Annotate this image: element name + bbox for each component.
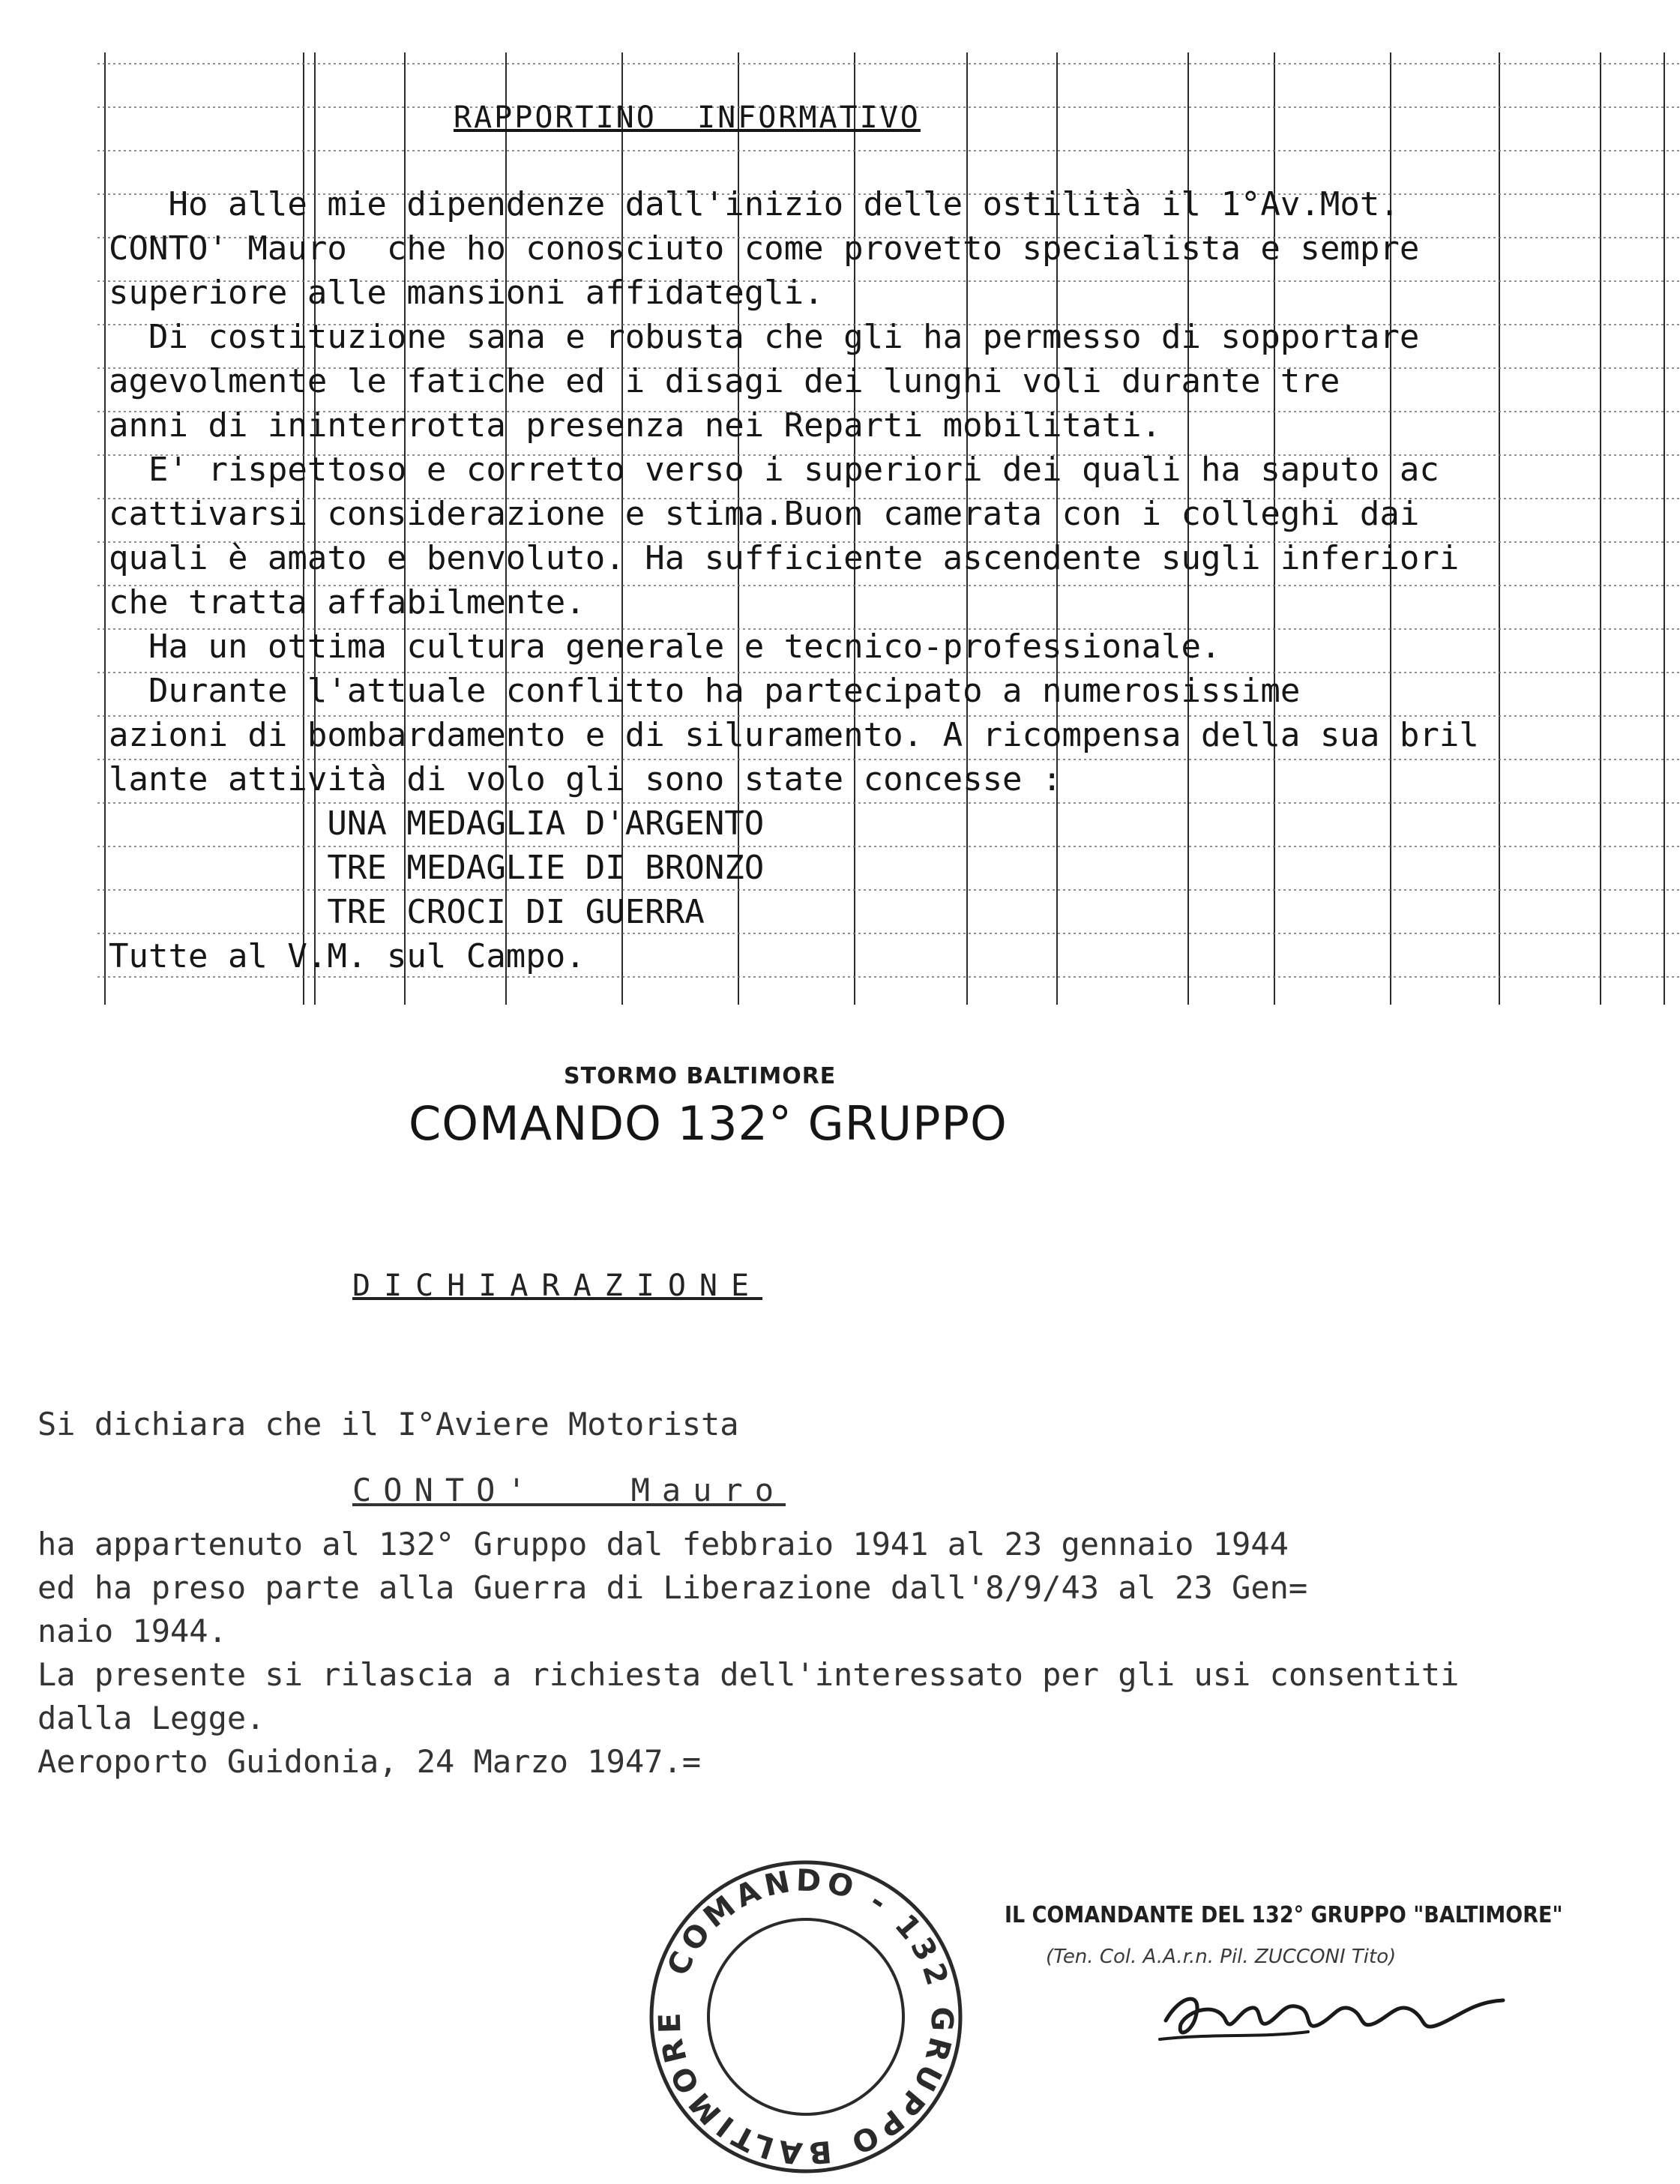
declaration-intro: Si dichiara che il I°Aviere Motorista [37,1406,739,1443]
signature-title: IL COMANDANTE DEL 132° GRUPPO "BALTIMORE" [1005,1902,1563,1928]
report-line: Di costituzione sana e robusta che gli ha permesso di sopportare [109,318,1420,356]
report-line: superiore alle mansioni affidategli. [109,274,824,312]
declaration-body-line: ha appartenuto al 132° Gruppo dal febbraio 1941 al 23 gennaio 1944 [37,1526,1289,1562]
report-line: Ho alle mie dipendenze dall'inizio delle ostilità il 1°Av.Mot. [109,185,1400,223]
declaration-body-line: Aeroporto Guidonia, 24 Marzo 1947.= [37,1743,702,1780]
report-line: lante attività di volo gli sono state concesse : [109,760,1062,798]
report-line: azioni di bombardamento e di siluramento. A ricompensa della sua bril [109,716,1479,754]
report-line: UNA MEDAGLIA D'ARGENTO [109,804,765,843]
report-line: che tratta affabilmente. [109,583,585,622]
declaration-body-line: naio 1944. [37,1613,227,1649]
report-line: TRE CROCI DI GUERRA [109,893,705,931]
report-line: CONTO' Mauro che ho conosciuto come provetto specialista e sempre [109,229,1420,268]
declaration-body-line: ed ha preso parte alla Guerra di Liberazione dall'8/9/43 al 23 Gen= [37,1569,1308,1606]
report-line: TRE MEDAGLIE DI BRONZO [109,849,765,887]
report-line: quali è amato e benvoluto. Ha sufficiente ascendente sugli inferiori [109,539,1460,577]
svg-text:COMANDO - 132 GRUPPO BALTIMORE [653,1863,960,2170]
report-line: Durante l'attuale conflitto ha partecipato a numerosissime [109,672,1301,710]
declaration-title: DICHIARAZIONE [352,1269,763,1303]
signature-officer: (Ten. Col. A.A.r.n. Pil. ZUCCONI Tito) [1046,1946,1397,1968]
handwritten-signature [1151,1949,1541,2062]
declaration-name: CONTO' Mauro [352,1472,786,1508]
declaration-body-line: La presente si rilascia a richiesta dell'interessato per gli usi consentiti [37,1656,1460,1693]
report-line: Ha un ottima cultura generale e tecnico-professionale. [109,628,1221,666]
report-line: cattivarsi considerazione e stima.Buon camerata con i colleghi dai [109,495,1420,533]
report-title: RAPPORTINO INFORMATIVO [454,100,921,135]
stamp-command-line: COMANDO 132° GRUPPO [409,1096,1008,1151]
stamp-unit-line: STORMO BALTIMORE [564,1063,837,1089]
report-line: Tutte al V.M. sul Campo. [109,937,585,975]
declaration-body-line: dalla Legge. [37,1700,265,1736]
report-line: anni di ininterrotta presenza nei Reparti mobilitati. [109,406,1161,445]
round-seal [641,1852,971,2182]
seal-text: COMANDO - 132 GRUPPO BALTIMORE [652,1863,960,2171]
report-line: E' rispettoso e corretto verso i superiori dei quali ha saputo ac [109,451,1439,489]
report-line: agevolmente le fatiche ed i disagi dei lunghi voli durante tre [109,362,1340,400]
